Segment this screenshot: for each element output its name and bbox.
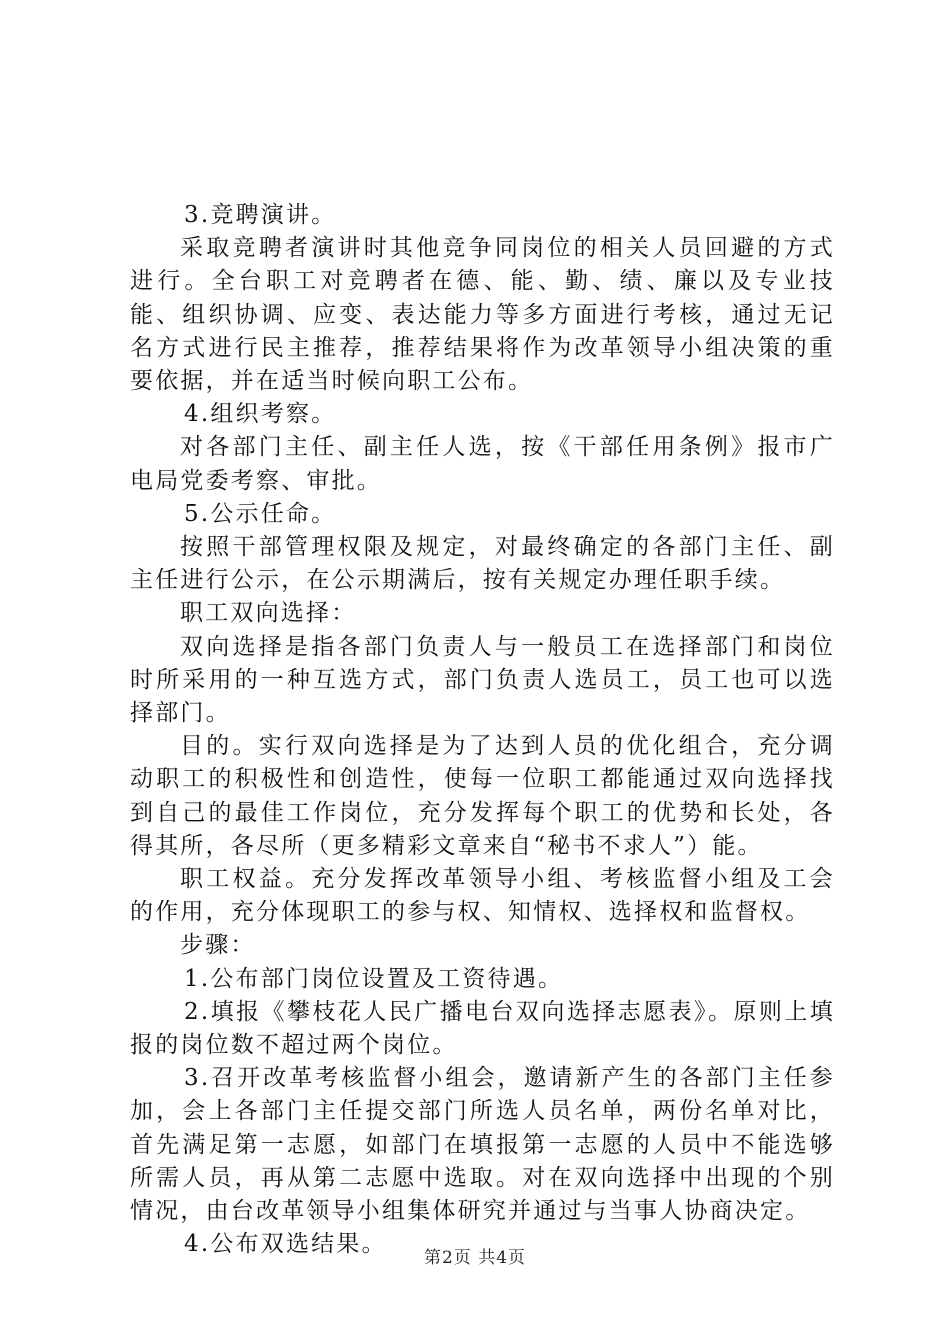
- paragraph-speech-detail: 采取竞聘者演讲时其他竞争同岗位的相关人员回避的方式进行。全台职工对竞聘者在德、能、勤、绩、廉以及专业技能、组织协调、应变、表达能力等多方面进行考核，通过无记名方式进行民主推荐，推荐结果将作为改革领导小组决策的重要依据，并在适当时候向职工公布。: [130, 235, 835, 395]
- paragraph-item-5-publicity: 5.公示任命。: [184, 500, 337, 527]
- page-number-footer: 第2页 共4页: [423, 1248, 527, 1268]
- paragraph-step-1: 1.公布部门岗位设置及工资待遇。: [184, 965, 564, 992]
- paragraph-section-two-way: 职工双向选择：: [180, 600, 357, 627]
- paragraph-steps-heading: 步骤：: [180, 932, 256, 959]
- paragraph-publicity-detail: 按照干部管理权限及规定，对最终确定的各部门主任、副主任进行公示，在公示期满后，按有关规定办理任职手续。: [130, 534, 835, 594]
- document-body: [130, 199, 835, 1262]
- paragraph-step-4: 4.公布双选结果。: [184, 1231, 387, 1258]
- paragraph-inspection-detail: 对各部门主任、副主任人选，按《干部任用条例》报市广电局党委考察、审批。: [130, 434, 835, 494]
- paragraph-step-3: 3.召开改革考核监督小组会，邀请新产生的各部门主任参加，会上各部门主任提交部门所选人员名单，两份名单对比，首先满足第一志愿，如部门在填报第一志愿的人员中不能选够所需人员，再从第二志愿中选取。对在双向选择中出现的个别情况，由台改革领导小组集体研究并通过与当事人协商决定。: [130, 1065, 835, 1225]
- paragraph-item-4-inspection: 4.组织考察。: [184, 401, 337, 428]
- paragraph-item-3-speech: 3.竞聘演讲。: [184, 202, 337, 228]
- paragraph-two-way-definition: 双向选择是指各部门负责人与一般员工在选择部门和岗位时所采用的一种互选方式，部门负责人选员工，员工也可以选择部门。: [130, 633, 835, 727]
- paragraph-rights: 职工权益。充分发挥改革领导小组、考核监督小组及工会的作用，充分体现职工的参与权、知情权、选择权和监督权。: [130, 866, 835, 926]
- paragraph-step-2: 2.填报《攀枝花人民广播电台双向选择志愿表》。原则上填报的岗位数不超过两个岗位。: [130, 998, 835, 1059]
- paragraph-purpose: 目的。实行双向选择是为了达到人员的优化组合，充分调动职工的积极性和创造性，使每一位职工都能通过双向选择找到自己的最佳工作岗位，充分发挥每个职工的优势和长处，各得其所，各尽所（更多精彩文章来自“秘书不求人”）能。: [130, 733, 835, 859]
